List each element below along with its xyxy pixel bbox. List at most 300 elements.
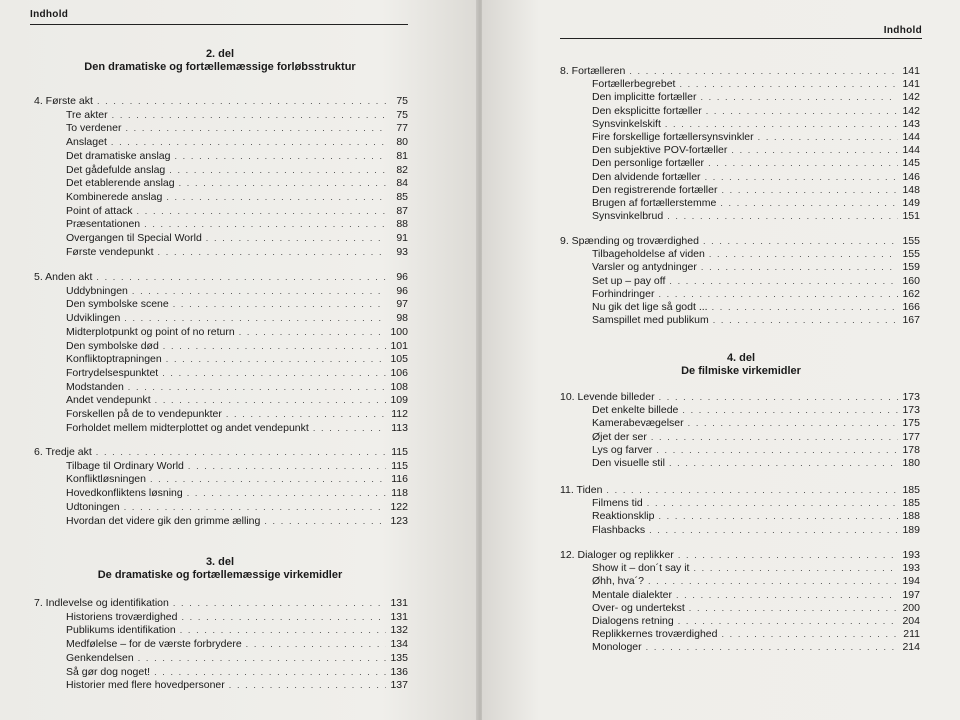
toc-entry-title: Publikums identifikation bbox=[66, 624, 176, 637]
toc-entry-page: 87 bbox=[396, 204, 408, 217]
toc-entry-title: Lys og farver bbox=[592, 443, 653, 456]
part-4-label: 4. del bbox=[726, 352, 756, 364]
toc-entry-page: 112 bbox=[391, 408, 408, 420]
toc-subentry bbox=[66, 380, 408, 394]
toc-entry-title: Den personlige fortæller bbox=[592, 157, 705, 170]
toc-subentry bbox=[66, 108, 408, 122]
part-3-label: 3. del bbox=[205, 556, 235, 568]
toc-subentry bbox=[592, 90, 920, 104]
dot-leader bbox=[96, 448, 386, 456]
toc-entry-page: 173 bbox=[902, 404, 920, 417]
dot-leader bbox=[669, 459, 898, 467]
dot-leader bbox=[706, 107, 898, 115]
part-3-heading bbox=[30, 556, 410, 582]
toc-entry-page: 96 bbox=[396, 284, 408, 297]
toc-entry-page: 144 bbox=[902, 144, 920, 157]
toc-entry-page: 185 bbox=[902, 497, 920, 510]
dot-leader bbox=[659, 393, 898, 401]
right-page bbox=[482, 0, 960, 720]
toc-entry-title: Den symbolske død bbox=[66, 339, 159, 352]
dot-leader bbox=[128, 383, 386, 391]
toc-entry-page: 178 bbox=[902, 443, 920, 456]
toc-entry-page: 177 bbox=[902, 430, 920, 443]
dot-leader bbox=[658, 512, 898, 520]
dot-leader bbox=[651, 433, 898, 441]
toc-subentry bbox=[592, 77, 920, 91]
toc-subentry bbox=[66, 217, 408, 231]
dot-leader bbox=[187, 489, 386, 497]
toc-subentry bbox=[66, 190, 408, 204]
toc-entry-page: 160 bbox=[902, 274, 920, 287]
dot-leader bbox=[709, 250, 898, 258]
toc-entry-page: 145 bbox=[902, 157, 920, 170]
dot-leader bbox=[700, 93, 898, 101]
toc-entry-title: Midterplotpunkt og point of no return bbox=[66, 325, 235, 338]
toc-entry-title: Præsentationen bbox=[66, 218, 141, 231]
part-2-title: Den dramatiske og fortællemæssige forløbsstruktur bbox=[84, 61, 356, 73]
dot-leader bbox=[226, 410, 386, 418]
chapter-ch7-entry bbox=[34, 596, 408, 610]
toc-entry-page: 81 bbox=[396, 149, 408, 162]
dot-leader bbox=[264, 517, 386, 525]
toc-subentry bbox=[66, 421, 408, 435]
toc-entry-page: 193 bbox=[902, 562, 920, 575]
toc-subentry bbox=[592, 260, 920, 274]
toc-subentry bbox=[66, 163, 408, 177]
toc-entry-page: 166 bbox=[902, 301, 920, 313]
dot-leader bbox=[180, 626, 386, 634]
toc-subentry bbox=[592, 117, 920, 131]
toc-entry-page: 118 bbox=[391, 487, 408, 500]
toc-entry-title: Mentale dialekter bbox=[592, 588, 672, 601]
toc-entry-title: 6. Tredje akt bbox=[34, 446, 92, 458]
toc-entry-page: 91 bbox=[396, 232, 408, 244]
toc-entry-title: 10. Levende billeder bbox=[560, 391, 655, 403]
toc-subentry bbox=[66, 665, 408, 679]
toc-subentry bbox=[592, 156, 920, 170]
header-rule-left bbox=[30, 24, 408, 25]
toc-entry-title: 8. Fortælleren bbox=[560, 65, 626, 77]
toc-entry-page: 135 bbox=[390, 651, 408, 664]
toc-entry-title: Set up – pay off bbox=[592, 274, 666, 287]
dot-leader bbox=[665, 120, 898, 128]
toc-subentry bbox=[66, 284, 408, 298]
toc-entry-page: 141 bbox=[902, 78, 920, 91]
toc-subentry bbox=[592, 601, 920, 615]
toc-entry-page: 155 bbox=[902, 248, 920, 261]
toc-entry-page: 141 bbox=[902, 65, 920, 77]
toc-entry-title: Den eksplicitte fortæller bbox=[592, 104, 702, 117]
toc-subentry bbox=[592, 130, 920, 144]
running-head-right: Indhold bbox=[883, 25, 922, 36]
toc-entry-page: 151 bbox=[902, 210, 920, 223]
toc-subentry bbox=[66, 311, 408, 325]
toc-entry-page: 214 bbox=[902, 641, 920, 654]
toc-subentry bbox=[66, 231, 408, 245]
toc-subentry bbox=[592, 614, 920, 628]
dot-leader bbox=[721, 186, 898, 194]
toc-subentry bbox=[66, 407, 408, 421]
toc-subentry bbox=[592, 640, 920, 654]
toc-entry-page: 148 bbox=[902, 183, 920, 196]
part-4-title: De filmiske virkemidler bbox=[681, 365, 801, 377]
dot-leader bbox=[97, 97, 386, 105]
dot-leader bbox=[647, 499, 898, 507]
toc-entry-title: Kamerabevægelser bbox=[592, 417, 684, 430]
toc-entry-page: 108 bbox=[390, 380, 408, 393]
dot-leader bbox=[701, 263, 898, 271]
toc-subentry bbox=[66, 472, 408, 486]
toc-entry-title: Forhindringer bbox=[592, 287, 655, 300]
dot-leader bbox=[166, 193, 386, 201]
dot-leader bbox=[658, 290, 898, 298]
dot-leader bbox=[162, 369, 386, 377]
toc-entry-page: 98 bbox=[396, 312, 408, 325]
dot-leader bbox=[679, 80, 898, 88]
toc-entry-page: 134 bbox=[390, 638, 408, 651]
toc-entry-page: 85 bbox=[396, 190, 408, 203]
dot-leader bbox=[188, 462, 386, 470]
toc-entry-page: 200 bbox=[902, 601, 920, 614]
toc-entry-title: Samspillet med publikum bbox=[592, 314, 709, 327]
toc-entry-title: Forskellen på de to vendepunkter bbox=[66, 408, 222, 420]
part-3-title: De dramatiske og fortællemæssige virkemidler bbox=[97, 569, 343, 581]
toc-subentry bbox=[592, 313, 920, 327]
toc-entry-page: 123 bbox=[390, 514, 408, 527]
dot-leader bbox=[163, 342, 386, 350]
toc-entry-title: Modstanden bbox=[66, 380, 124, 393]
toc-entry-title: Anslaget bbox=[66, 136, 107, 149]
toc-entry-title: Andet vendepunkt bbox=[66, 394, 151, 407]
toc-entry-title: Så gør dog noget! bbox=[66, 665, 151, 678]
toc-entry-title: Det enkelte billede bbox=[592, 404, 679, 417]
toc-entry-title: Nu gik det lige så godt ... bbox=[592, 301, 708, 313]
toc-subentry bbox=[592, 456, 920, 470]
toc-subentry bbox=[592, 561, 920, 575]
toc-entry-title: Hvordan det videre gik den grimme ælling bbox=[66, 514, 261, 527]
toc-entry-title: Over- og undertekst bbox=[592, 601, 685, 614]
chapter-ch10-entry bbox=[560, 390, 920, 404]
toc-entry-title: 11. Tiden bbox=[560, 484, 603, 496]
toc-subentry bbox=[592, 430, 920, 444]
toc-entry-title: Dialogens retning bbox=[592, 615, 674, 627]
dot-leader bbox=[239, 328, 386, 336]
toc-entry-page: 194 bbox=[902, 575, 920, 588]
toc-entry-page: 142 bbox=[902, 91, 920, 104]
toc-subentry bbox=[592, 496, 920, 510]
chapter-ch8-entry bbox=[560, 64, 920, 78]
toc-entry-page: 77 bbox=[396, 122, 408, 135]
toc-subentry bbox=[66, 366, 408, 380]
toc-subentry bbox=[66, 459, 408, 473]
toc-entry-title: Fire forskellige fortællersynsvinkler bbox=[592, 131, 754, 143]
toc-entry-page: 197 bbox=[902, 588, 920, 601]
toc-entry-title: Udviklingen bbox=[66, 312, 121, 325]
toc-subentry bbox=[592, 574, 920, 588]
toc-entry-title: Det etablerende anslag bbox=[66, 177, 175, 190]
toc-entry-title: 5. Anden akt bbox=[34, 271, 93, 283]
toc-subentry bbox=[592, 143, 920, 157]
toc-entry-page: 167 bbox=[902, 314, 920, 327]
toc-entry-page: 93 bbox=[396, 245, 408, 258]
running-head-left: Indhold bbox=[30, 9, 69, 20]
toc-subentry bbox=[592, 274, 920, 288]
toc-entry-page: 75 bbox=[396, 95, 408, 107]
toc-entry-page: 80 bbox=[396, 136, 408, 149]
chapter-ch9-entry bbox=[560, 234, 920, 248]
toc-subentry bbox=[66, 610, 408, 624]
toc-entry-page: 180 bbox=[902, 457, 920, 469]
dot-leader bbox=[137, 207, 386, 215]
dot-leader bbox=[174, 152, 386, 160]
toc-subentry bbox=[66, 297, 408, 311]
dot-leader bbox=[138, 654, 386, 662]
toc-subentry bbox=[66, 176, 408, 190]
dot-leader bbox=[689, 604, 898, 612]
toc-entry-page: 97 bbox=[396, 298, 408, 311]
dot-leader bbox=[678, 551, 898, 559]
toc-subentry bbox=[66, 204, 408, 218]
toc-entry-title: Øhh, hva´? bbox=[592, 575, 644, 588]
dot-leader bbox=[708, 159, 898, 167]
toc-entry-title: 7. Indlevelse og identifikation bbox=[34, 597, 169, 609]
toc-entry-title: Det dramatiske anslag bbox=[66, 149, 171, 162]
toc-entry-title: Overgangen til Special World bbox=[66, 232, 202, 244]
toc-entry-page: 204 bbox=[902, 615, 920, 627]
toc-entry-page: 84 bbox=[396, 177, 408, 190]
toc-subentry bbox=[592, 416, 920, 430]
dot-leader bbox=[229, 681, 386, 689]
toc-entry-page: 100 bbox=[390, 325, 408, 338]
toc-entry-page: 132 bbox=[390, 624, 408, 637]
toc-entry-title: Tilbageholdelse af viden bbox=[592, 248, 705, 261]
toc-entry-page: 106 bbox=[390, 366, 408, 379]
toc-entry-page: 162 bbox=[902, 287, 920, 300]
toc-entry-page: 115 bbox=[391, 459, 408, 472]
toc-subentry bbox=[592, 247, 920, 261]
dot-leader bbox=[669, 277, 898, 285]
toc-entry-page: 193 bbox=[902, 549, 920, 561]
dot-leader bbox=[682, 406, 898, 414]
toc-entry-page: 131 bbox=[390, 597, 408, 609]
chapter-ch11-entry bbox=[560, 483, 920, 497]
toc-entry-title: Tilbage til Ordinary World bbox=[66, 459, 184, 472]
dot-leader bbox=[111, 138, 386, 146]
left-page bbox=[0, 0, 478, 720]
toc-entry-title: Fortrydelsespunktet bbox=[66, 366, 159, 379]
dot-leader bbox=[721, 630, 898, 638]
toc-entry-title: Fortællerbegrebet bbox=[592, 78, 676, 91]
dot-leader bbox=[173, 300, 386, 308]
dot-leader bbox=[132, 287, 386, 295]
toc-subentry bbox=[592, 523, 920, 537]
toc-subentry bbox=[66, 514, 408, 528]
toc-entry-page: 149 bbox=[902, 197, 920, 209]
toc-entry-page: 155 bbox=[902, 235, 920, 247]
toc-entry-title: Den implicitte fortæller bbox=[592, 91, 697, 104]
toc-subentry bbox=[66, 623, 408, 637]
toc-entry-page: 185 bbox=[902, 484, 920, 496]
toc-entry-page: 115 bbox=[391, 446, 408, 458]
toc-subentry bbox=[592, 209, 920, 223]
toc-entry-page: 159 bbox=[902, 261, 920, 274]
dot-leader bbox=[678, 617, 898, 625]
toc-entry-page: 136 bbox=[390, 665, 408, 678]
toc-entry-page: 173 bbox=[902, 391, 920, 403]
toc-entry-page: 146 bbox=[902, 170, 920, 183]
toc-entry-page: 75 bbox=[396, 108, 408, 121]
header-rule-right bbox=[560, 38, 922, 39]
dot-leader bbox=[703, 237, 898, 245]
dot-leader bbox=[713, 316, 898, 324]
toc-entry-title: Den symbolske scene bbox=[66, 298, 169, 311]
dot-leader bbox=[606, 486, 898, 494]
toc-entry-page: 96 bbox=[396, 271, 408, 283]
toc-entry-title: Medfølelse – for de værste forbrydere bbox=[66, 638, 242, 651]
toc-subentry bbox=[592, 104, 920, 118]
toc-entry-title: Det gådefulde anslag bbox=[66, 163, 166, 176]
toc-subentry bbox=[592, 588, 920, 602]
dot-leader bbox=[169, 166, 386, 174]
dot-leader bbox=[731, 146, 898, 154]
toc-entry-title: Flashbacks bbox=[592, 523, 646, 536]
dot-leader bbox=[124, 503, 386, 511]
dot-leader bbox=[649, 526, 898, 534]
dot-leader bbox=[705, 173, 898, 181]
toc-entry-title: Konfliktoptrapningen bbox=[66, 353, 162, 366]
dot-leader bbox=[124, 314, 386, 322]
toc-entry-page: 122 bbox=[390, 500, 408, 513]
dot-leader bbox=[166, 355, 386, 363]
toc-subentry bbox=[66, 651, 408, 665]
toc-subentry bbox=[66, 486, 408, 500]
toc-entry-page: 88 bbox=[396, 218, 408, 231]
toc-entry-page: 82 bbox=[396, 163, 408, 176]
toc-entry-title: Filmens tid bbox=[592, 497, 643, 510]
toc-entry-title: 9. Spænding og troværdighed bbox=[560, 235, 699, 247]
dot-leader bbox=[712, 303, 898, 311]
toc-entry-title: Replikkernes troværdighed bbox=[592, 628, 718, 641]
dot-leader bbox=[629, 67, 898, 75]
toc-entry-title: Uddybningen bbox=[66, 284, 128, 297]
toc-entry-page: 116 bbox=[391, 473, 408, 486]
toc-entry-page: 113 bbox=[391, 421, 408, 434]
toc-entry-title: 12. Dialoger og replikker bbox=[560, 549, 674, 561]
toc-entry-title: Forholdet mellem midterplottet og andet vendepunkt bbox=[66, 421, 309, 434]
toc-entry-page: 105 bbox=[390, 353, 408, 366]
part-2-heading bbox=[30, 48, 410, 74]
dot-leader bbox=[688, 419, 898, 427]
toc-subentry bbox=[592, 300, 920, 314]
toc-entry-title: Den registrerende fortæller bbox=[592, 183, 718, 196]
toc-subentry bbox=[592, 509, 920, 523]
toc-entry-title: Synsvinkelskift bbox=[592, 117, 661, 130]
dot-leader bbox=[693, 564, 898, 572]
toc-entry-page: 144 bbox=[902, 131, 920, 143]
dot-leader bbox=[656, 446, 898, 454]
dot-leader bbox=[155, 396, 386, 404]
toc-entry-title: To verdener bbox=[66, 122, 122, 135]
part-4-heading bbox=[560, 352, 922, 378]
toc-entry-page: 131 bbox=[390, 610, 408, 623]
toc-entry-title: Tre akter bbox=[66, 108, 108, 121]
toc-entry-title: Varsler og antydninger bbox=[592, 261, 697, 274]
toc-entry-title: Monologer bbox=[592, 641, 642, 654]
toc-subentry bbox=[66, 245, 408, 259]
dot-leader bbox=[144, 220, 386, 228]
dot-leader bbox=[206, 234, 386, 242]
toc-entry-page: 211 bbox=[903, 628, 920, 641]
toc-subentry bbox=[66, 135, 408, 149]
toc-entry-title: Reaktionsklip bbox=[592, 510, 655, 523]
dot-leader bbox=[179, 179, 386, 187]
toc-entry-title: Kombinerede anslag bbox=[66, 190, 163, 203]
toc-subentry bbox=[66, 339, 408, 353]
toc-entry-page: 175 bbox=[902, 417, 920, 430]
dot-leader bbox=[313, 424, 386, 432]
toc-subentry bbox=[592, 403, 920, 417]
toc-entry-title: Konfliktløsningen bbox=[66, 473, 146, 486]
toc-subentry bbox=[592, 170, 920, 184]
chapter-ch5-entry bbox=[34, 270, 408, 284]
dot-leader bbox=[720, 199, 898, 207]
toc-subentry bbox=[592, 183, 920, 197]
toc-subentry bbox=[592, 196, 920, 210]
dot-leader bbox=[158, 248, 386, 256]
dot-leader bbox=[96, 273, 386, 281]
toc-entry-title: Brugen af fortællerstemme bbox=[592, 197, 717, 209]
toc-entry-page: 109 bbox=[390, 394, 408, 407]
toc-entry-title: Show it – don´t say it bbox=[592, 562, 690, 575]
toc-subentry bbox=[66, 325, 408, 339]
toc-entry-page: 189 bbox=[902, 523, 920, 536]
dot-leader bbox=[758, 133, 898, 141]
dot-leader bbox=[676, 591, 898, 599]
toc-subentry bbox=[66, 352, 408, 366]
toc-entry-page: 143 bbox=[902, 117, 920, 130]
dot-leader bbox=[112, 111, 386, 119]
toc-entry-title: Hovedkonfliktens løsning bbox=[66, 487, 183, 500]
toc-entry-title: Point of attack bbox=[66, 204, 133, 217]
chapter-ch4-entry bbox=[34, 94, 408, 108]
toc-entry-page: 188 bbox=[902, 510, 920, 523]
toc-entry-title: Udtoningen bbox=[66, 500, 120, 513]
dot-leader bbox=[648, 577, 898, 585]
toc-subentry bbox=[66, 121, 408, 135]
chapter-ch12-entry bbox=[560, 548, 920, 562]
dot-leader bbox=[154, 668, 386, 676]
toc-subentry bbox=[66, 393, 408, 407]
part-2-label: 2. del bbox=[205, 48, 235, 60]
toc-subentry bbox=[66, 678, 408, 692]
toc-entry-title: 4. Første akt bbox=[34, 95, 93, 107]
dot-leader bbox=[181, 613, 386, 621]
toc-subentry bbox=[592, 627, 920, 641]
toc-entry-title: Den visuelle stil bbox=[592, 457, 665, 469]
toc-subentry bbox=[66, 637, 408, 651]
toc-entry-title: Den alvidende fortæller bbox=[592, 170, 701, 183]
toc-entry-title: Øjet der ser bbox=[592, 430, 647, 443]
toc-entry-title: Genkendelsen bbox=[66, 651, 134, 664]
toc-subentry bbox=[66, 149, 408, 163]
dot-leader bbox=[646, 643, 898, 651]
toc-entry-title: Den subjektive POV-fortæller bbox=[592, 144, 728, 157]
dot-leader bbox=[173, 599, 386, 607]
dot-leader bbox=[667, 212, 898, 220]
toc-entry-page: 142 bbox=[902, 104, 920, 117]
toc-entry-page: 137 bbox=[390, 679, 408, 692]
toc-subentry bbox=[592, 443, 920, 457]
